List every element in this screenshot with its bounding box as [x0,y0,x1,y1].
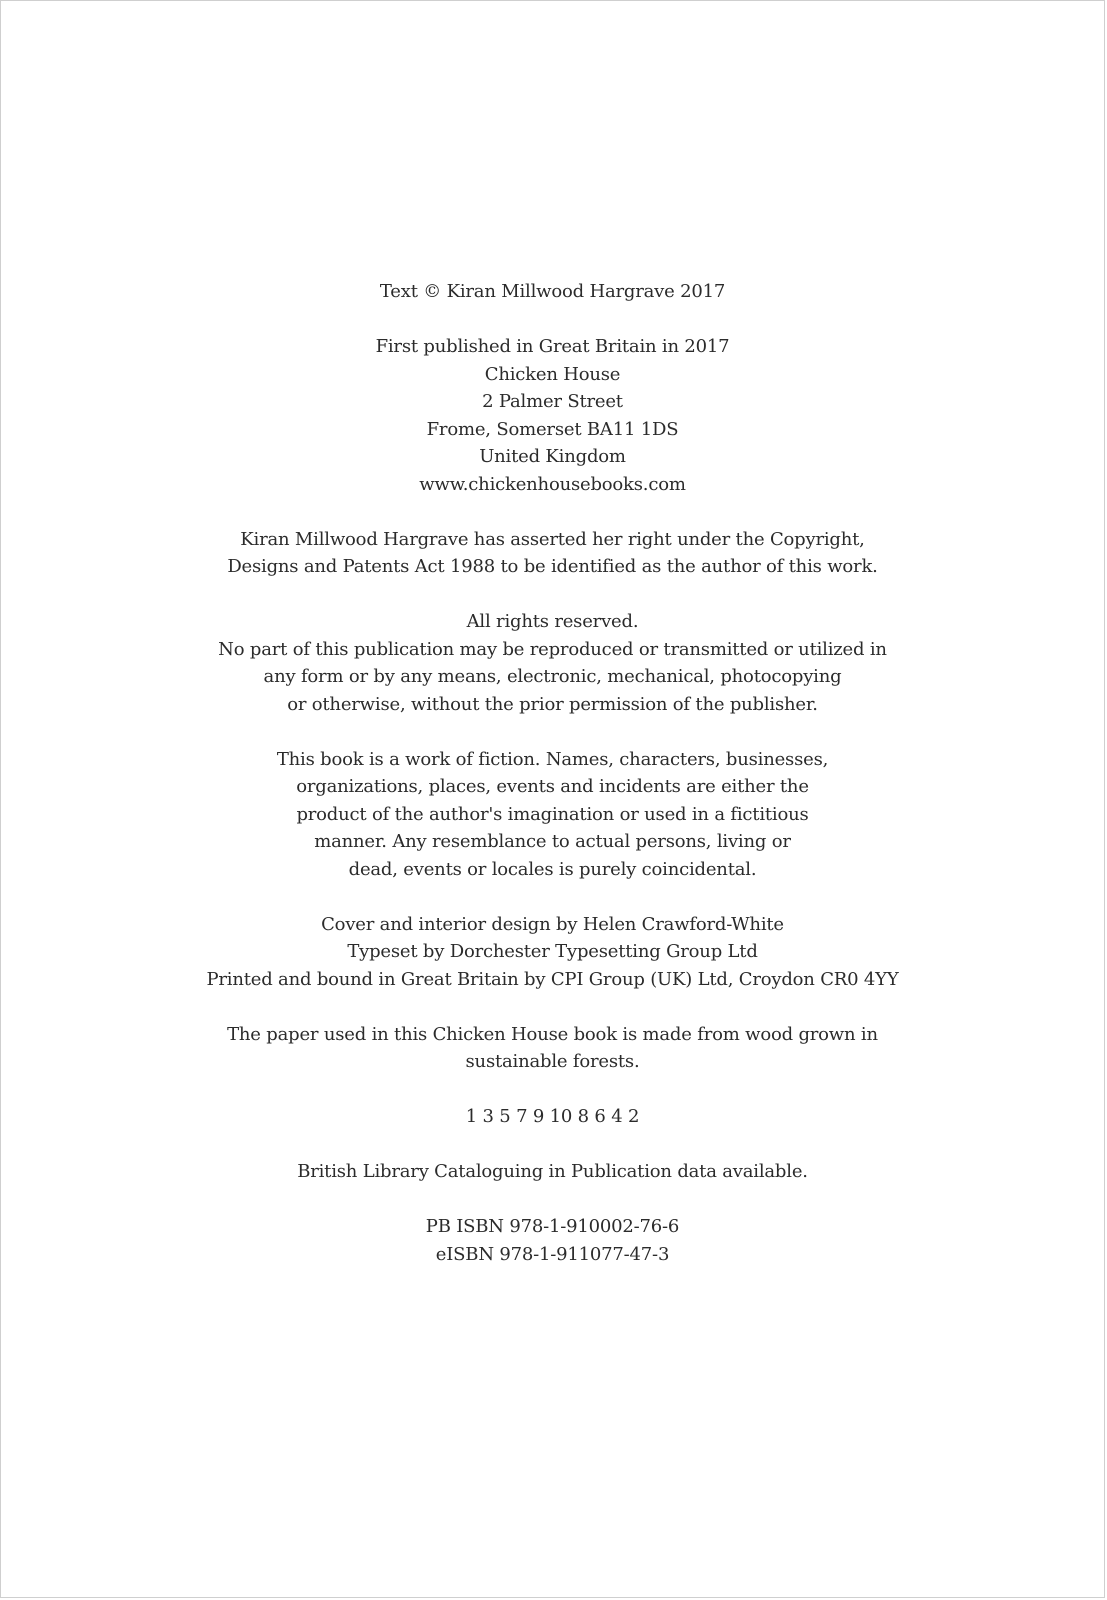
typeset-credit-line: Typeset by Dorchester Typesetting Group Ltd [347,941,758,962]
paper-note-line: sustainable forests. [465,1051,640,1072]
disclaimer-line: product of the author's imagination or used in a fictitious [296,803,809,825]
paper-note-line: The paper used in this Chicken House book is made from wood grown in [227,1023,878,1045]
cataloguing-block [1,1158,1104,1186]
rights-block [1,608,1104,718]
rights-line: any form or by any means, electronic, mechanical, photocopying [263,666,842,687]
publisher-town: Frome, Somerset BA11 1DS [426,418,679,440]
isbn-block [1,1213,1104,1268]
printing-line-block [1,1103,1104,1131]
disclaimer-line: manner. Any resemblance to actual persons, living or [314,831,791,852]
copyright-page-text [1,278,1104,1296]
rights-line: or otherwise, without the prior permission of the publisher. [287,693,818,715]
eisbn-line: eISBN 978-1-911077-47-3 [435,1243,670,1265]
design-credit-line: Cover and interior design by Helen Crawford-White [321,913,784,935]
publisher-block [1,333,1104,498]
disclaimer-line: organizations, places, events and incidents are either the [296,776,809,797]
disclaimer-line: This book is a work of fiction. Names, characters, businesses, [276,748,829,770]
rights-line: No part of this publication may be reproduced or transmitted or utilized in [218,638,887,660]
publisher-street: 2 Palmer Street [482,391,623,412]
publisher-website: www.chickenhousebooks.com [419,473,686,495]
printing-line: 1 3 5 7 9 10 8 6 4 2 [465,1106,640,1127]
text-copyright-line: Text © Kiran Millwood Hargrave 2017 [379,281,726,302]
fiction-disclaimer-block [1,746,1104,884]
moral-rights-line: Kiran Millwood Hargrave has asserted her right under the Copyright, [240,528,865,550]
printer-credit-line: Printed and bound in Great Britain by CPI Group (UK) Ltd, Croydon CR0 4YY [206,968,899,990]
publisher-country: United Kingdom [479,446,626,467]
disclaimer-line: dead, events or locales is purely coincidental. [348,858,757,880]
moral-rights-block [1,526,1104,581]
cataloguing-line: British Library Cataloguing in Publication data available. [297,1161,808,1182]
moral-rights-line: Designs and Patents Act 1988 to be identified as the author of this work. [227,556,878,577]
publisher-name: Chicken House [484,363,621,385]
paper-note-block [1,1021,1104,1076]
first-published-line: First published in Great Britain in 2017 [375,336,730,357]
pb-isbn-line: PB ISBN 978-1-910002-76-6 [425,1216,680,1237]
production-credits-block [1,911,1104,994]
text-copyright-block [1,278,1104,306]
rights-reserved-line: All rights reserved. [466,611,639,632]
